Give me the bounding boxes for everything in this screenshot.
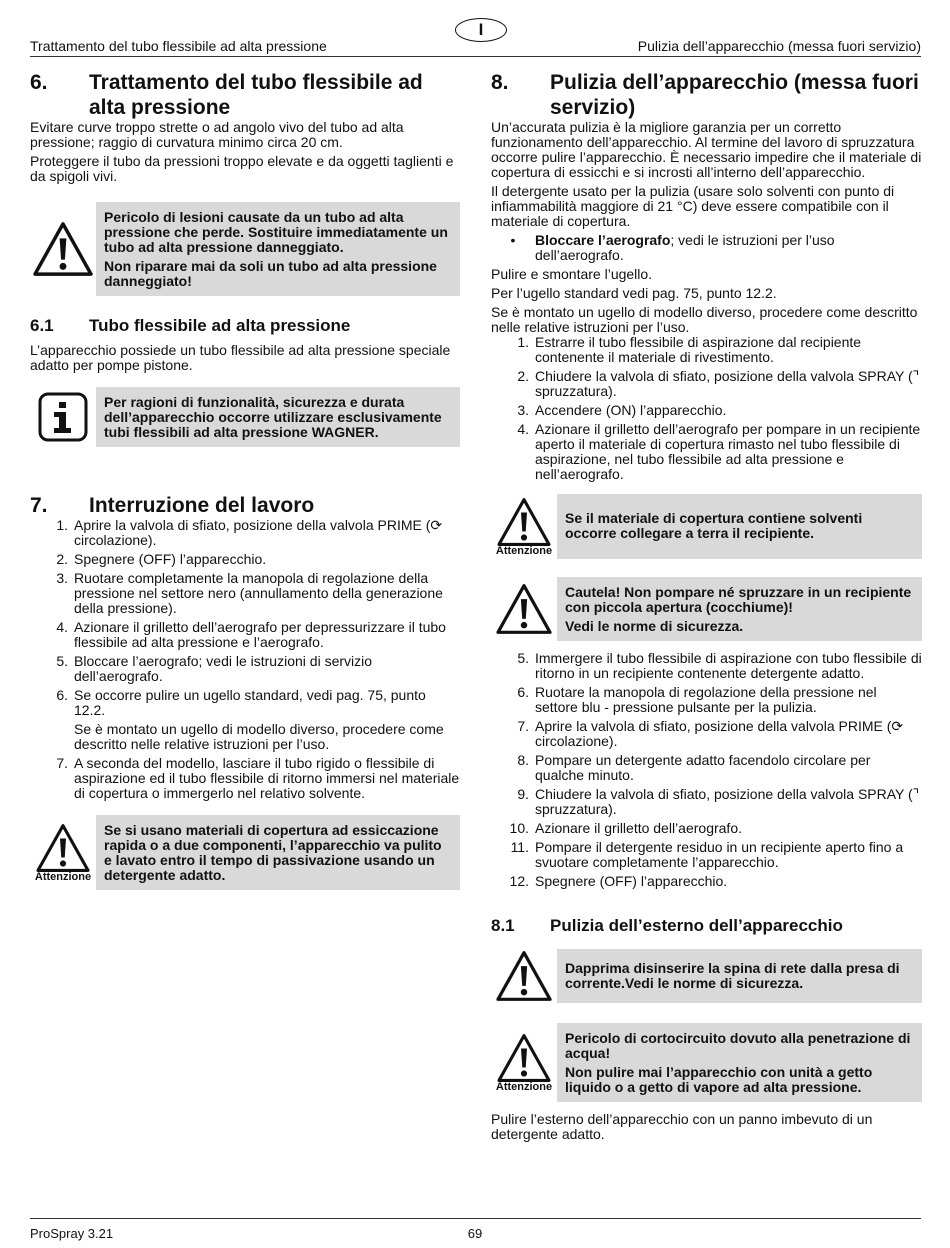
page-number: 69 bbox=[467, 1226, 483, 1241]
section-number: 6.1 bbox=[30, 316, 54, 335]
section-7-heading bbox=[30, 493, 460, 518]
attention-label: Attenzione bbox=[495, 1080, 553, 1093]
notice-box bbox=[557, 494, 922, 559]
section-number: 7. bbox=[30, 494, 48, 517]
notice-text: Dapprima disinserire la spina di rete dalla presa di corrente.Vedi le norme di sicurezza. bbox=[565, 960, 900, 991]
list-item: 11. Pompare il detergente residuo in un recipiente aperto fino a svuotare completamente l’apparecchio. bbox=[510, 839, 904, 870]
list-item: 9. Chiudere la valvola di sfiato, posizione della valvola SPRAY (⌝ spruzzatura). bbox=[517, 786, 920, 817]
section-number: 8.1 bbox=[491, 916, 515, 935]
notice-text: Se si usano materiali di copertura ad essiccazione rapida o a due componenti, l’apparecchio va pulito e lavato entro il tempo di passivazione usando un detergente adatto. bbox=[104, 822, 442, 883]
bullet-list bbox=[491, 233, 922, 263]
list-item: 7. Aprire la valvola di sfiato, posizione della valvola PRIME (⟳ circolazione). bbox=[517, 718, 904, 749]
warning-icon bbox=[491, 1023, 557, 1102]
paragraph: Un’accurata pulizia è la migliore garanzia per un corretto funzionamento dell’apparecchio. Al termine del lavoro di spruzzatura occorre pulire l’apparecchio. È necessario impedire che il materiale di copertura di essicchi e si incrosti all’interno dell’apparecchio. bbox=[491, 119, 922, 180]
notice-text: Non riparare mai da soli un tubo ad alta pressione danneggiato! bbox=[104, 258, 437, 289]
section-8-heading bbox=[491, 70, 922, 120]
interruption-steps bbox=[30, 518, 460, 801]
section-6-1-heading bbox=[30, 315, 460, 336]
notice-text: Non pulire mai l’apparecchio con unità a getto liquido o a getto di vapore ad alta pressione. bbox=[565, 1064, 873, 1095]
list-item: 6. Se occorre pulire un ugello standard, vedi pag. 75, punto 12.2. Se è montato un ugello di modello diverso, procedere come descritto nelle relative istruzioni per l’uso. bbox=[56, 687, 444, 752]
warning-icon bbox=[30, 815, 96, 890]
notice-box bbox=[96, 815, 460, 890]
list-item: • Bloccare l’aerografo; vedi le istruzioni per l’uso dell’aerografo. bbox=[510, 232, 835, 263]
attention-label: Attenzione bbox=[495, 544, 553, 557]
danger-notice bbox=[30, 202, 460, 296]
list-item: 5. Bloccare l’aerografo; vedi le istruzioni di servizio dell’aerografo. bbox=[56, 653, 373, 684]
list-item: 2. Chiudere la valvola di sfiato, posizione della valvola SPRAY (⌝ spruzzatura). bbox=[517, 368, 920, 399]
list-item: 8. Pompare un detergente adatto facendolo circolare per qualche minuto. bbox=[517, 752, 871, 783]
notice-box bbox=[557, 949, 922, 1003]
attention-notice bbox=[30, 815, 460, 890]
notice-text: Pericolo di cortocircuito dovuto alla penetrazione di acqua! bbox=[565, 1030, 911, 1061]
paragraph: Per l’ugello standard vedi pag. 75, punto 12.2. bbox=[491, 285, 777, 301]
notice-text: Vedi le norme di sicurezza. bbox=[565, 618, 744, 634]
section-title: Pulizia dell’esterno dell’apparecchio bbox=[550, 916, 843, 935]
notice-text: Se il materiale di copertura contiene solventi occorre collegare a terra il recipiente. bbox=[565, 510, 863, 541]
section-8-1-heading bbox=[491, 915, 922, 936]
notice-box bbox=[557, 577, 922, 641]
paragraph: Pulire l’esterno dell’apparecchio con un panno imbevuto di un detergente adatto. bbox=[491, 1111, 873, 1142]
list-item: 4. Azionare il grilletto dell’aerografo per pompare in un recipiente aperto il materiale di copertura rimasto nel tubo flessibile di aspirazione, nel tubo flessibile ad alta pressione e nell’aerografo. bbox=[517, 421, 921, 482]
notice-text: Per ragioni di funzionalità, sicurezza e durata dell’apparecchio occorre utilizzare esclusivamente tubi flessibili ad alta pressione WAGNER. bbox=[104, 394, 442, 440]
info-notice bbox=[30, 387, 460, 447]
paragraph: Il detergente usato per la pulizia (usare solo solventi con punto di infiammabilità maggiore di 21 °C) deve essere compatibile con il materiale di copertura. bbox=[491, 183, 895, 229]
danger-notice bbox=[491, 949, 922, 1003]
header-left-title: Trattamento del tubo flessibile ad alta pressione bbox=[30, 38, 327, 54]
notice-box bbox=[96, 202, 460, 296]
header-right-title: Pulizia dell’apparecchio (messa fuori servizio) bbox=[637, 38, 921, 54]
notice-text: Cautela! Non pompare né spruzzare in un recipiente con piccola apertura (cocchiume)! bbox=[565, 584, 912, 615]
paragraph: Se è montato un ugello di modello diverso, procedere come descritto nelle relative istruzioni per l’uso. bbox=[491, 304, 918, 335]
list-item: 5. Immergere il tubo flessibile di aspirazione con tubo flessibile di ritorno in un recipiente contenente detergente adatto. bbox=[517, 650, 922, 681]
cleaning-steps-a bbox=[491, 335, 922, 482]
section-6-heading bbox=[30, 70, 460, 120]
attention-notice bbox=[491, 494, 922, 559]
danger-notice bbox=[491, 577, 922, 641]
list-item: 2. Spegnere (OFF) l’apparecchio. bbox=[56, 551, 267, 567]
paragraph: L’apparecchio possiede un tubo flessibile ad alta pressione speciale adatto per pompe pistone. bbox=[30, 342, 451, 373]
attention-label: Attenzione bbox=[34, 870, 92, 883]
section-number: 8. bbox=[491, 71, 509, 94]
list-item: 3. Accendere (ON) l’apparecchio. bbox=[517, 402, 727, 418]
notice-text: Pericolo di lesioni causate da un tubo ad alta pressione che perde. Sostituire immediatamente un tubo ad alta pressione danneggiato. bbox=[104, 209, 448, 255]
section-number: 6. bbox=[30, 71, 48, 94]
left-column bbox=[30, 70, 460, 890]
notice-box bbox=[96, 387, 460, 447]
list-item: 3. Ruotare completamente la manopola di regolazione della pressione nel settore nero (annullamento della generazione della pressione). bbox=[56, 570, 443, 616]
header-divider bbox=[30, 56, 921, 57]
list-item: 4. Azionare il grilletto dell’aerografo per depressurizzare il tubo flessibile ad alta pressione e l’aerografo. bbox=[56, 619, 446, 650]
footer-product-name: ProSpray 3.21 bbox=[30, 1226, 114, 1241]
list-item: 12. Spegnere (OFF) l’apparecchio. bbox=[509, 873, 728, 889]
warning-icon bbox=[491, 949, 557, 1003]
section-title: Interruzione del lavoro bbox=[89, 494, 315, 517]
list-item: 10. Azionare il grilletto dell’aerografo. bbox=[509, 820, 742, 836]
cleaning-steps-b bbox=[491, 651, 922, 889]
attention-notice bbox=[491, 1023, 922, 1102]
notice-box bbox=[557, 1023, 922, 1102]
right-column bbox=[491, 70, 922, 1142]
section-title: Trattamento del tubo flessibile ad alta pressione bbox=[89, 71, 423, 119]
paragraph: Pulire e smontare l’ugello. bbox=[491, 266, 653, 282]
list-item: 7. A seconda del modello, lasciare il tubo rigido o flessibile di aspirazione ed il tubo flessibile di ritorno immersi nel materiale di copertura o immergerlo nel relativo solvente. bbox=[56, 755, 460, 801]
footer-divider bbox=[30, 1218, 921, 1219]
warning-icon bbox=[30, 202, 96, 296]
list-item: 1. Estrarre il tubo flessibile di aspirazione dal recipiente contenente il materiale di rivestimento. bbox=[517, 334, 862, 365]
section-title: Tubo flessibile ad alta pressione bbox=[89, 316, 351, 335]
list-item: 1. Aprire la valvola di sfiato, posizione della valvola PRIME (⟳ circolazione). bbox=[56, 517, 443, 548]
list-item: 6. Ruotare la manopola di regolazione della pressione nel settore blu - pressione pulsante per la pulizia. bbox=[517, 684, 877, 715]
section-title: Pulizia dell’apparecchio (messa fuori servizio) bbox=[550, 71, 919, 119]
warning-icon bbox=[491, 577, 557, 641]
paragraph: Proteggere il tubo da pressioni troppo elevate e da oggetti taglienti e da spigoli vivi. bbox=[30, 153, 454, 184]
warning-icon bbox=[491, 494, 557, 559]
language-badge: I bbox=[455, 18, 507, 42]
paragraph: Evitare curve troppo strette o ad angolo vivo del tubo ad alta pressione; raggio di curvatura minimo circa 20 cm. bbox=[30, 119, 404, 150]
info-icon bbox=[30, 387, 96, 447]
